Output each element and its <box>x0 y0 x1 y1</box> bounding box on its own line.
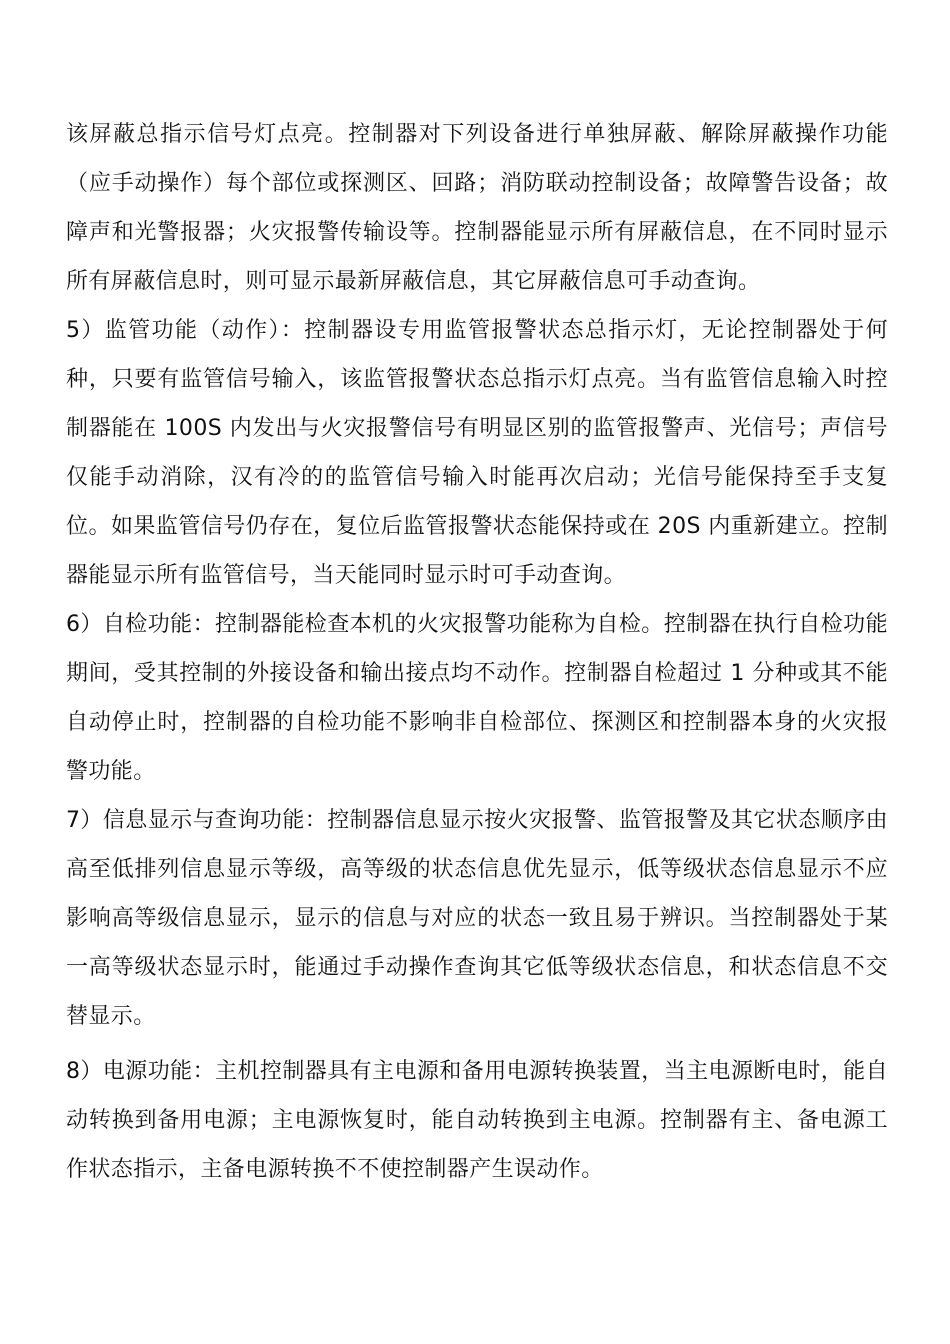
document-body <box>66 110 888 1194</box>
paragraph-power: 8）电源功能：主机控制器具有主电源和备用电源转换装置，当主电源断电时，能自动转换到备用电源；主电源恢复时，能自动转换到主电源。控制器有主、备电源工作状态指示，主备电源转换不不使控制器产生误动作。 <box>66 1059 888 1182</box>
paragraph-self-test: 6）自检功能：控制器能检查本机的火灾报警功能称为自检。控制器在执行自检功能期间，受其控制的外接设备和输出接点均不动作。控制器自检超过 1 分种或其不能自动停止时，控制器的自检功能不影响非自检部位、探测区和控制器本身的火灾报警功能。 <box>66 612 888 784</box>
paragraph-shielding: 该屏蔽总指示信号灯点亮。控制器对下列设备进行单独屏蔽、解除屏蔽操作功能（应手动操作）每个部位或探测区、回路；消防联动控制设备；故障警告设备；故障声和光警报器；火灾报警传输设等。控制器能显示所有屏蔽信息，在不同时显示所有屏蔽信息时，则可显示最新屏蔽信息，其它屏蔽信息可手动查询。 <box>66 122 888 294</box>
paragraph-supervision: 5）监管功能（动作）：控制器设专用监管报警状态总指示灯，无论控制器处于何种，只要有监管信号输入，该监管报警状态总指示灯点亮。当有监管信息输入时控制器能在 100S 内发出与火灾报警信号有明显区别的监管报警声、光信号；声信号仅能手动消除，汉有冷的的监管信号输入时能再次启动；光信号能保持至手支复位。如果监管信号仍存在，复位后监管报警状态能保持或在 20S 内重新建立。控制器能显示所有监管信号，当天能同时显示时可手动查询。 <box>66 318 888 588</box>
paragraph-info-display: 7）信息显示与查询功能：控制器信息显示按火灾报警、监管报警及其它状态顺序由高至低排列信息显示等级，高等级的状态信息优先显示，低等级状态信息显示不应影响高等级信息显示，显示的信息与对应的状态一致且易于辨识。当控制器处于某一高等级状态显示时，能通过手动操作查询其它低等级状态信息，和状态信息不交替显示。 <box>66 808 888 1029</box>
